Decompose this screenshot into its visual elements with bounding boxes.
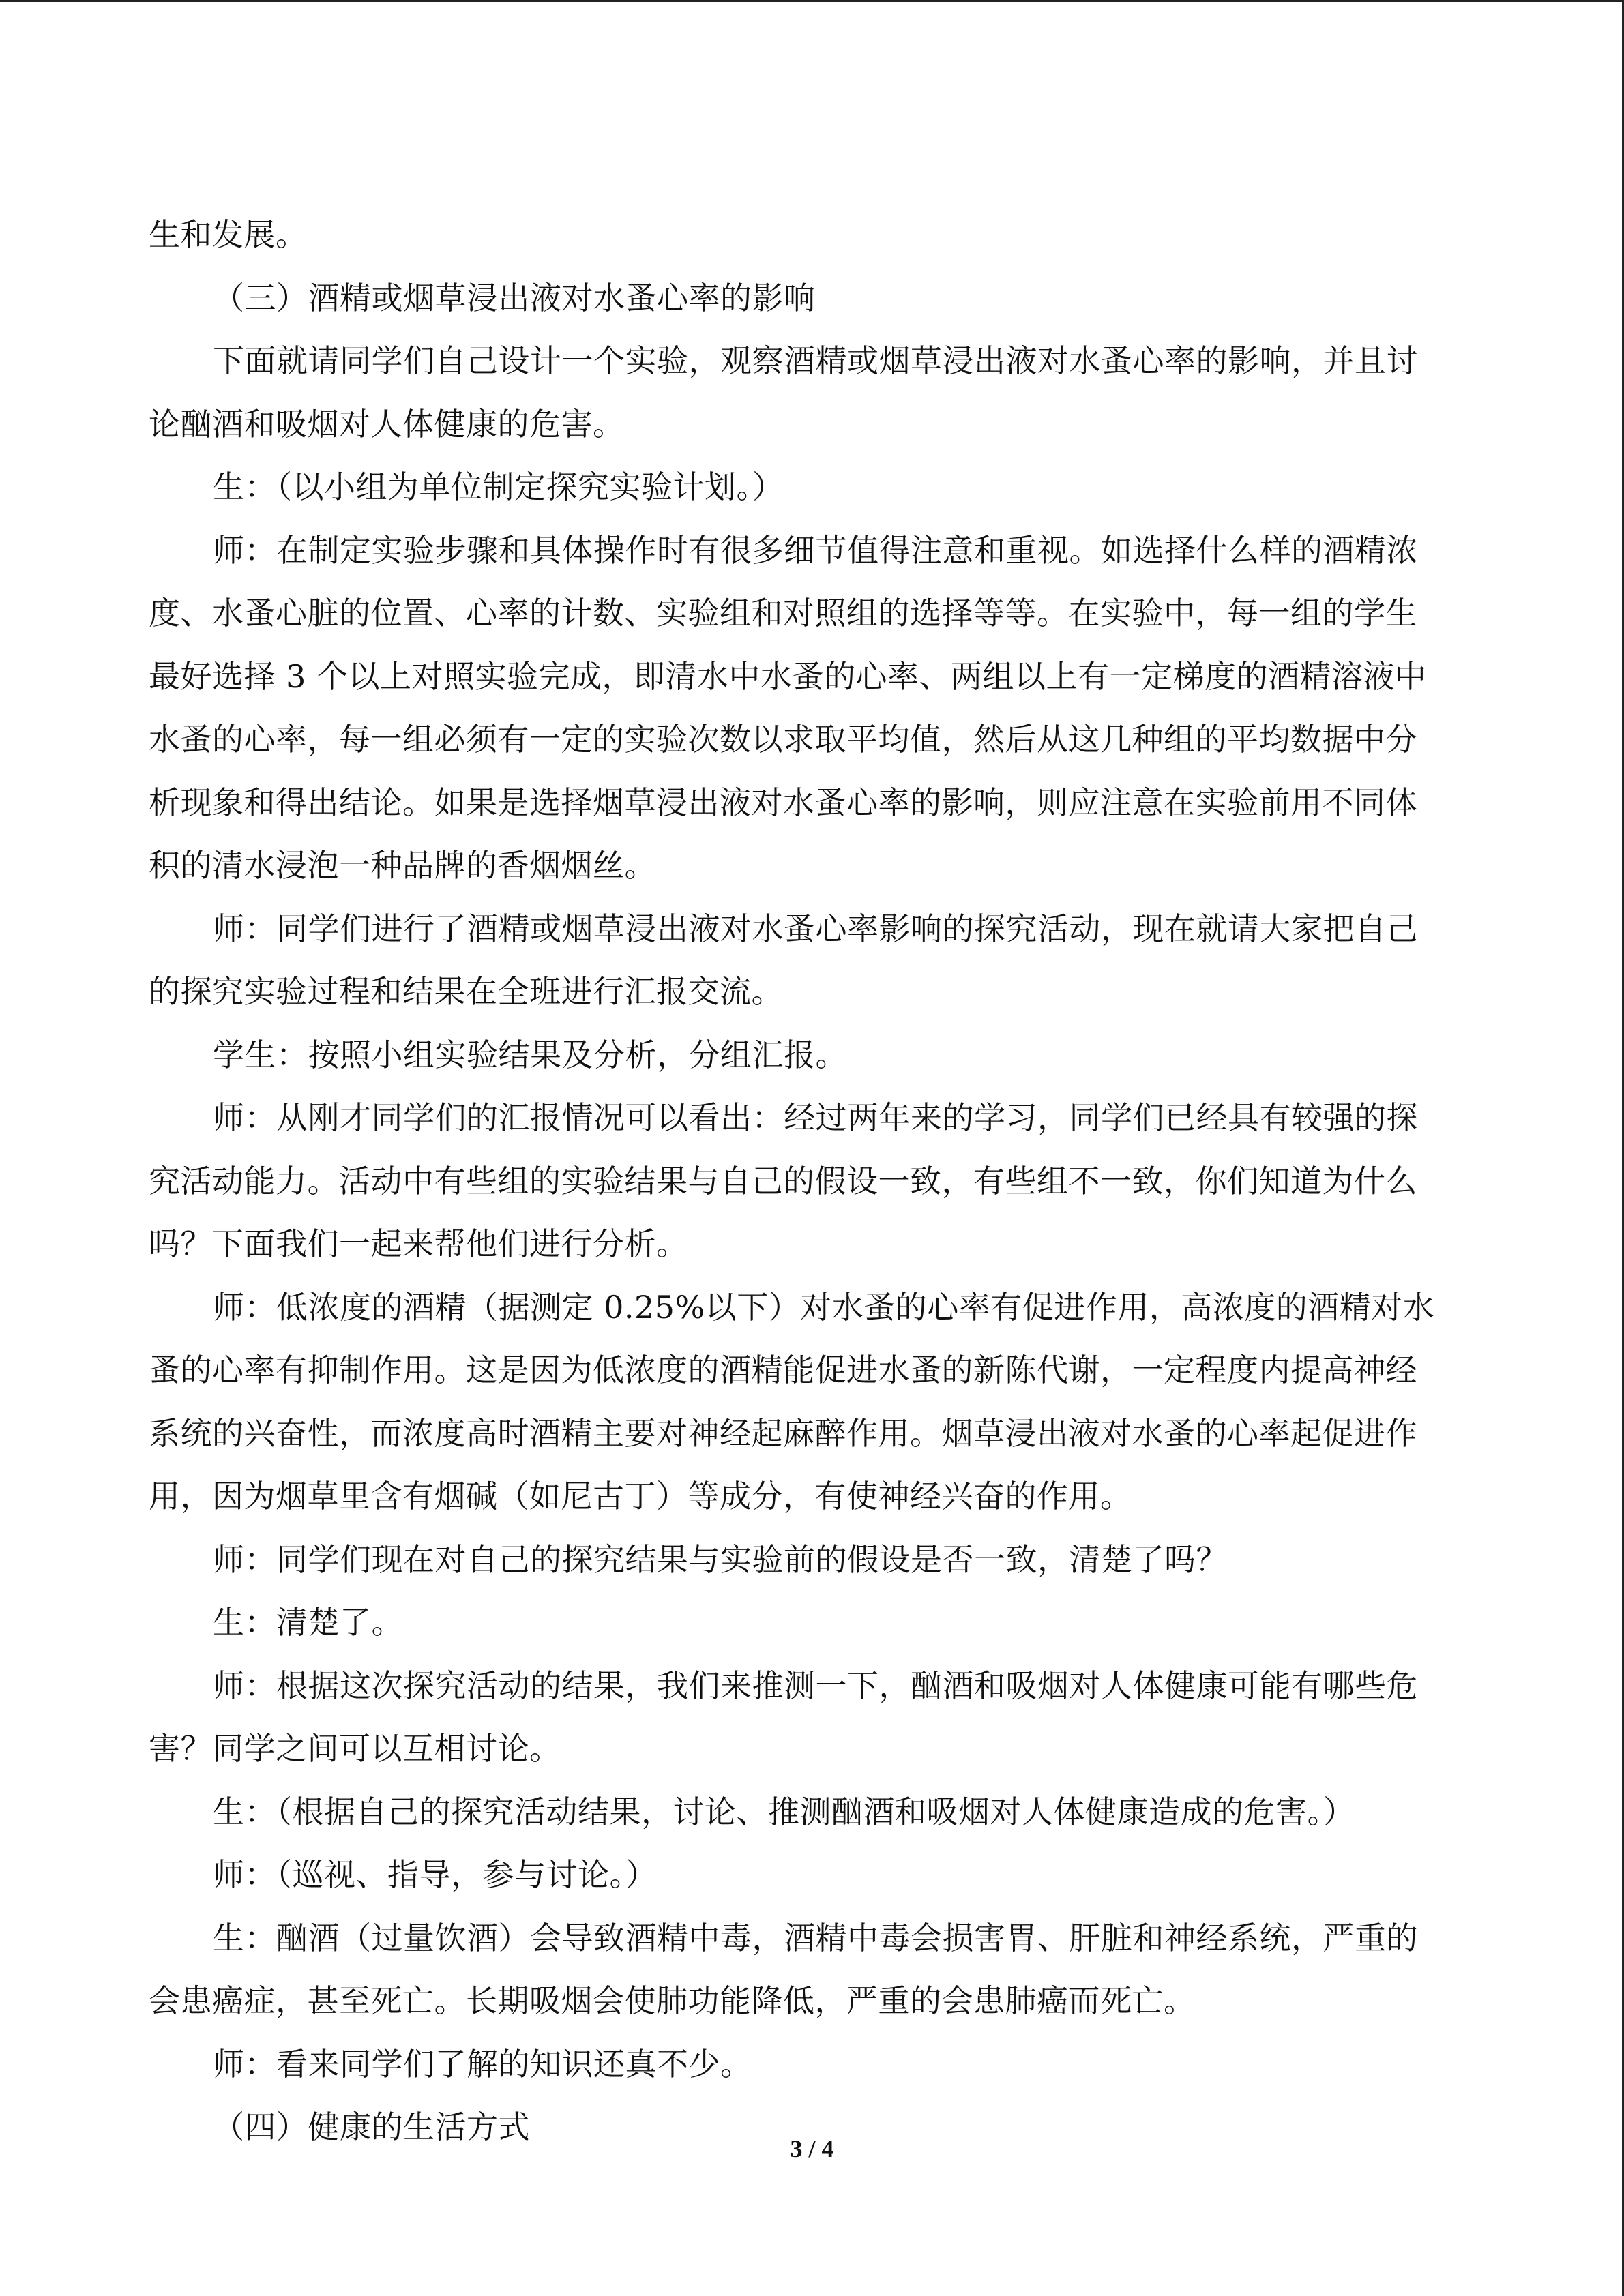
text-line: 生和发展。 <box>149 216 308 253</box>
text-line: 师：同学们现在对自己的探究结果与实验前的假设是否一致，清楚了吗？ <box>213 1540 1228 1578</box>
section-heading: （三）酒精或烟草浸出液对水蚤心率的影响 <box>213 279 816 316</box>
text-line: 生：酗酒（过量饮酒）会导致酒精中毒，酒精中毒会损害胃、肝脏和神经系统，严重的 <box>213 1919 1418 1956</box>
text-line: 究活动能力。活动中有些组的实验结果与自己的假设一致，有些组不一致，你们知道为什么 <box>149 1162 1417 1199</box>
text-line: 师：同学们进行了酒精或烟草浸出液对水蚤心率影响的探究活动，现在就请大家把自己 <box>213 910 1418 947</box>
text-line: 会患癌症，甚至死亡。长期吸烟会使肺功能降低，严重的会患肺癌而死亡。 <box>149 1982 1196 2019</box>
text-line: 师：在制定实验步骤和具体操作时有很多细节值得注意和重视。如选择什么样的酒精浓 <box>213 531 1418 569</box>
text-line: 下面就请同学们自己设计一个实验，观察酒精或烟草浸出液对水蚤心率的影响，并且讨 <box>213 342 1418 379</box>
text-line: 度、水蚤心脏的位置、心率的计数、实验组和对照组的选择等等。在实验中，每一组的学生 <box>149 595 1417 631</box>
text-line: 系统的兴奋性，而浓度高时酒精主要对神经起麻醉作用。烟草浸出液对水蚤的心率起促进作 <box>149 1414 1417 1452</box>
document-body <box>149 203 1458 2159</box>
text-line: 师：低浓度的酒精（据测定 0.25%以下）对水蚤的心率有促进作用，高浓度的酒精对水 <box>213 1288 1435 1326</box>
text-line: 水蚤的心率，每一组必须有一定的实验次数以求取平均值，然后从这几种组的平均数据中分 <box>149 721 1417 758</box>
text-line: 论酗酒和吸烟对人体健康的危害。 <box>149 405 625 443</box>
text-line: 吗？下面我们一起来帮他们进行分析。 <box>149 1225 688 1262</box>
page-number: 3 / 4 <box>790 2135 834 2162</box>
text-line: 析现象和得出结论。如果是选择烟草浸出液对水蚤心率的影响，则应注意在实验前用不同体 <box>149 784 1417 821</box>
text-line: 积的清水浸泡一种品牌的香烟烟丝。 <box>149 847 656 884</box>
text-line: 最好选择 3 个以上对照实验完成，即清水中水蚤的心率、两组以上有一定梯度的酒精溶液中 <box>149 657 1427 695</box>
text-line: 的探究实验过程和结果在全班进行汇报交流。 <box>149 973 783 1010</box>
text-line: 蚤的心率有抑制作用。这是因为低浓度的酒精能促进水蚤的新陈代谢，一定程度内提高神经 <box>149 1352 1417 1388</box>
text-line: 用，因为烟草里含有烟碱（如尼古丁）等成分，有使神经兴奋的作用。 <box>149 1478 1132 1515</box>
section-heading: （四）健康的生活方式 <box>213 2108 530 2145</box>
text-line: 师：根据这次探究活动的结果，我们来推测一下，酗酒和吸烟对人体健康可能有哪些危 <box>213 1667 1418 1704</box>
text-line: 害？同学之间可以互相讨论。 <box>149 1730 561 1767</box>
text-line: 师：看来同学们了解的知识还真不少。 <box>213 2045 752 2083</box>
text-line: 生：（根据自己的探究活动结果，讨论、推测酗酒和吸烟对人体健康造成的危害。） <box>213 1793 1355 1830</box>
text-line: 学生：按照小组实验结果及分析，分组汇报。 <box>213 1036 847 1073</box>
text-line: 生：清楚了。 <box>213 1604 403 1641</box>
text-line: 生：（以小组为单位制定探究实验计划。） <box>213 468 784 505</box>
text-line: 师：从刚才同学们的汇报情况可以看出：经过两年来的学习，同学们已经具有较强的探 <box>213 1099 1418 1136</box>
page-border-top <box>0 0 1624 2</box>
text-line: 师：（巡视、指导，参与讨论。） <box>213 1856 658 1893</box>
